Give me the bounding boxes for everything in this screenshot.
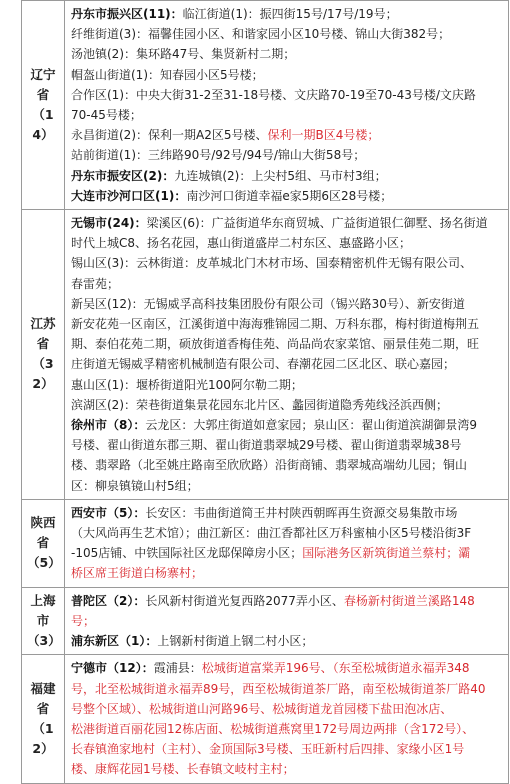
content-line [71, 719, 502, 739]
content-line [71, 85, 502, 105]
city-heading: 宁德市（12）： [71, 661, 154, 676]
location-text: 号楼、翟山街道东郡三期、翟山街道翡翠城29号楼、翟山街道翡翠城38号 [71, 438, 462, 453]
location-text: （大风尚再生艺术馆）；曲江新区：曲江香都社区万科蜜柚小区5号楼沿街3F [71, 526, 472, 541]
location-text: 合作区(1)：中央大街31-2至31-18号楼、文庆路70-19至70-43号楼/文庆路 [71, 87, 476, 102]
location-text: 纤维街道(3)：福馨佳园小区、和谐家园小区10号楼、锦山大街382号； [71, 27, 451, 42]
city-heading: 浦东新区（1）： [71, 634, 158, 649]
data-table [21, 0, 509, 784]
content-line [71, 274, 502, 294]
city-heading: 丹东市振安区(2)： [71, 168, 175, 183]
content-line [71, 658, 502, 678]
content-cell [65, 500, 508, 587]
location-text: 永昌街道(2)：保利一期A2区5号楼、 [71, 128, 268, 143]
highlighted-text: 号，北至松城街道永福弄89号，西至松城街道茶厂路，南至松城街道茶厂路40 [71, 681, 486, 696]
location-text: 新安花苑一区南区，江溪街道中海海雅锦园二期、万科东郡，梅村街道梅荆五 [71, 317, 480, 332]
province-cell [22, 1, 65, 209]
content-line [71, 145, 502, 165]
location-text: 临江街道(1)：振四街15号/17号/19号； [182, 7, 398, 21]
province-row [22, 499, 508, 587]
content-line [71, 105, 502, 125]
location-text: 梁溪区(6)：广益街道华东商贸城、广益街道银仁御墅、扬名街道 [146, 216, 488, 231]
content-line [71, 563, 502, 583]
province-label: 福建省（12） [30, 680, 56, 756]
content-line [71, 213, 502, 233]
province-cell [22, 588, 65, 655]
content-line [71, 395, 502, 415]
province-label: 陕西省（5） [27, 515, 61, 571]
location-text: 站前街道(1)：三纬路90号/92号/94号/锦山大街58号； [71, 148, 366, 163]
content-line [71, 186, 502, 206]
province-row [22, 654, 508, 782]
content-line [71, 679, 502, 699]
location-text: 霞浦县： [153, 661, 202, 676]
content-cell [65, 588, 508, 655]
city-heading: 丹东市振兴区(11)： [71, 7, 183, 21]
content-line [71, 591, 502, 611]
content-line [71, 125, 502, 145]
content-line [71, 44, 502, 64]
location-text: 区：柳泉镇镜山村5组； [71, 478, 199, 493]
location-text: 70-45号楼； [71, 108, 142, 123]
location-text: 楼、翡翠路（北至姚庄路南至欣欣路）沿街商铺、翡翠城高端幼儿园；铜山 [71, 458, 468, 473]
province-label: 辽宁省（14） [30, 67, 56, 143]
highlighted-text: 桥区席王街道白杨寨村； [71, 566, 204, 581]
city-heading: 徐州市（8）： [71, 418, 146, 433]
content-line [71, 354, 502, 374]
location-text: 春雷苑； [71, 276, 120, 291]
location-text: 滨湖区(2)：荣巷街道集景花园东北片区、蠡园街道隐秀苑线泾浜西侧； [71, 397, 449, 412]
location-text: 长风新村街道光复西路2077弄小区、 [145, 593, 344, 608]
content-line [71, 455, 502, 475]
province-cell [22, 500, 65, 587]
location-text: 期、泰伯花苑二期，硕放街道香梅佳苑、尚品尚农家菜馆、丽景佳苑二期，旺 [71, 337, 480, 352]
highlighted-text: 松城街道富棠弄196号、（东至松城街道永福弄348 [201, 661, 470, 676]
location-text: 锡山区(3)：云林街道：皮革城北门木材市场、国泰精密机件无锡有限公司、 [71, 256, 473, 271]
location-text: 帽盔山街道(1)：知春园小区5号楼； [71, 67, 264, 82]
province-label: 上海市（3） [27, 592, 61, 648]
content-line [71, 699, 502, 719]
city-heading: 普陀区（2）： [71, 593, 146, 608]
content-line [71, 375, 502, 395]
content-line [71, 739, 502, 759]
content-line [71, 759, 502, 779]
province-row [22, 209, 508, 499]
content-line [71, 314, 502, 334]
location-text: 惠山区(1)：堰桥街道阳光100阿尔勒二期； [71, 377, 303, 392]
content-cell [65, 210, 508, 499]
location-text: -105店铺、中铁国际社区龙邸保障房小区； [71, 546, 303, 561]
content-line [71, 65, 502, 85]
content-line [71, 334, 502, 354]
content-line [71, 476, 502, 496]
location-text: 云龙区：大郭庄街道如意家园；泉山区：翟山街道滨湖御景湾9 [145, 418, 477, 433]
content-line [71, 166, 502, 186]
content-line [71, 415, 502, 435]
city-heading: 大连市沙河口区(1)： [71, 188, 187, 203]
city-heading: 无锡市(24)： [71, 216, 147, 231]
location-text: 时代上城C8、扬名花园，惠山街道盛岸二村东区、惠盛路小区； [71, 236, 412, 251]
highlighted-text: 号整个区域）、松城街道山河路96号、松城街道龙首园楼下盐田泡冰店、 [71, 701, 453, 716]
location-text: 新吴区(12)：无锡威孚高科技集团股份有限公司（锡兴路30号）、新安街道 [71, 296, 465, 311]
location-text: 庄街道无锡威孚精密机械制造有限公司、春潮花园二区北区、联心嘉园； [71, 357, 456, 372]
content-line [71, 24, 502, 44]
content-line [71, 4, 502, 24]
highlighted-text: 松港街道百丽花园12栋店面、松城街道燕窝里172号周边两排（含172号）、 [71, 721, 475, 736]
content-line [71, 523, 502, 543]
content-line [71, 503, 502, 523]
city-heading: 西安市（5）： [71, 505, 146, 520]
content-cell [65, 655, 508, 782]
location-text: 南沙河口街道幸福e家5期6区28号楼； [186, 188, 393, 203]
province-row [22, 0, 508, 209]
province-row [22, 587, 508, 655]
province-label: 江苏省（32） [30, 316, 56, 392]
location-text: 汤池镇(2)：集环路47号、集贤新村二期； [71, 47, 296, 62]
highlighted-text: 春杨新村街道兰溪路148 [343, 593, 475, 608]
content-line [71, 294, 502, 314]
content-line [71, 233, 502, 253]
highlighted-text: 国际港务区新筑街道兰蔡村；灞 [302, 546, 471, 561]
content-line [71, 253, 502, 273]
highlighted-text: 长春镇渔家地村（主村）、金顶国际3号楼、玉旺新村后四排、家缘小区1号 [71, 742, 465, 757]
highlighted-text: 保利一期B区4号楼； [267, 128, 380, 143]
content-line [71, 631, 502, 651]
province-cell [22, 210, 65, 499]
content-cell [65, 1, 508, 209]
highlighted-text: 楼、康辉花园1号楼、长春镇文岐村主村； [71, 762, 295, 777]
location-text: 九连城镇(2)：上尖村5组、马市村3组； [174, 168, 387, 183]
location-text: 长安区：韦曲街道简王井村陕西朝晖再生资源交易集散市场 [145, 505, 458, 520]
content-line [71, 611, 502, 631]
location-text: 上钢新村街道上钢二村小区； [157, 634, 314, 649]
content-line [71, 543, 502, 563]
content-line [71, 435, 502, 455]
province-cell [22, 655, 65, 782]
highlighted-text: 号； [71, 613, 96, 628]
